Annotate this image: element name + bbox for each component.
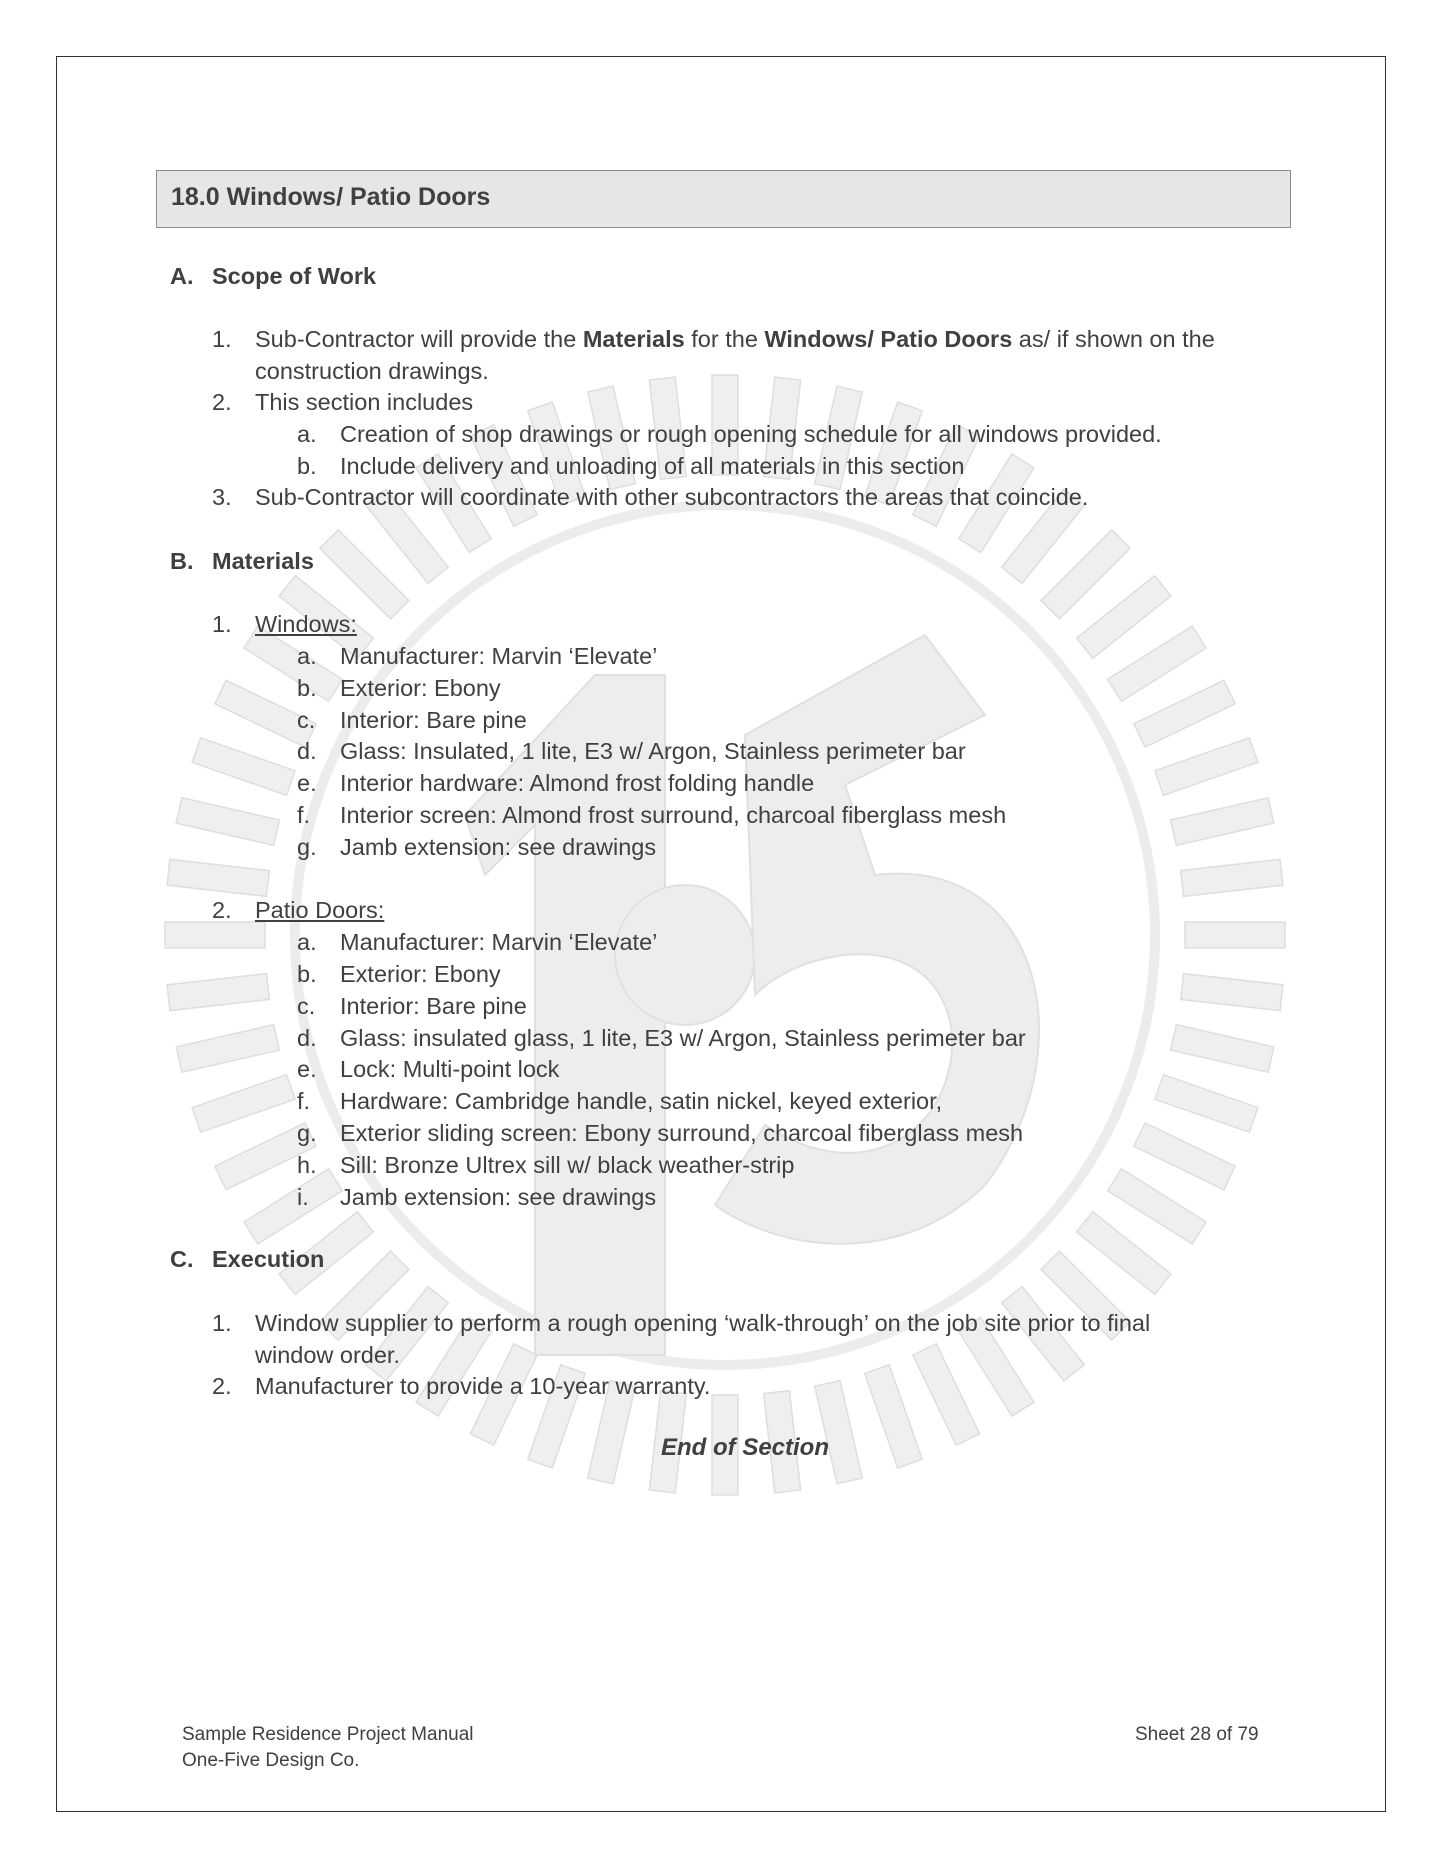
scope-sub-b-letter: b. xyxy=(297,453,317,479)
scope-item-1-number: 1. xyxy=(212,326,232,352)
execution-item-1: Window supplier to perform a rough opening ‘walk-through’ on the job site prior to final xyxy=(255,1310,1151,1336)
windows-item-f: Interior screen: Almond frost surround, charcoal fiberglass mesh xyxy=(340,802,1007,828)
windows-item-a-letter: a. xyxy=(297,643,317,669)
scope-item-1-part2: for the xyxy=(684,326,765,352)
execution-heading: Execution xyxy=(212,1246,325,1272)
patio-number: 2. xyxy=(212,897,232,923)
scope-letter: A. xyxy=(170,263,194,289)
patio-item-c: Interior: Bare pine xyxy=(340,993,527,1019)
patio-item-g: Exterior sliding screen: Ebony surround, charcoal fiberglass mesh xyxy=(340,1120,1024,1146)
execution-letter: C. xyxy=(170,1246,194,1272)
scope-item-1-materials: Materials xyxy=(582,326,685,352)
windows-item-b: Exterior: Ebony xyxy=(340,675,501,701)
section-title: 18.0 Windows/ Patio Doors xyxy=(171,183,491,211)
windows-item-g: Jamb extension: see drawings xyxy=(340,834,657,860)
footer-sheet-number: Sheet 28 of 79 xyxy=(1135,1724,1259,1745)
windows-item-c-letter: c. xyxy=(297,707,316,733)
scope-item-1-part1: Sub-Contractor will provide the xyxy=(255,326,583,352)
scope-heading: Scope of Work xyxy=(212,263,377,289)
execution-item-2: Manufacturer to provide a 10-year warranty. xyxy=(255,1373,711,1399)
footer-company: One-Five Design Co. xyxy=(182,1750,360,1771)
windows-item-c: Interior: Bare pine xyxy=(340,707,527,733)
patio-title: Patio Doors: xyxy=(255,897,385,923)
scope-item-1 xyxy=(255,323,1215,355)
scope-item-3: Sub-Contractor will coordinate with other subcontractors the areas that coincide. xyxy=(255,484,1089,510)
scope-sub-a: Creation of shop drawings or rough opening schedule for all windows provided. xyxy=(340,421,1162,447)
windows-item-e-letter: e. xyxy=(297,770,317,796)
materials-heading: Materials xyxy=(212,548,314,574)
patio-item-e: Lock: Multi-point lock xyxy=(340,1056,560,1082)
patio-item-e-letter: e. xyxy=(297,1056,317,1082)
patio-item-h-letter: h. xyxy=(297,1152,317,1178)
windows-item-g-letter: g. xyxy=(297,834,317,860)
materials-letter: B. xyxy=(170,548,194,574)
patio-item-b: Exterior: Ebony xyxy=(340,961,501,987)
windows-item-a: Manufacturer: Marvin ‘Elevate’ xyxy=(340,643,658,669)
patio-item-i: Jamb extension: see drawings xyxy=(340,1184,657,1210)
execution-item-1-line2: window order. xyxy=(255,1342,400,1368)
scope-item-2-number: 2. xyxy=(212,389,232,415)
execution-item-1-number: 1. xyxy=(212,1310,232,1336)
execution-item-2-number: 2. xyxy=(212,1373,232,1399)
patio-item-i-letter: i. xyxy=(297,1184,309,1210)
scope-item-2: This section includes xyxy=(255,389,474,415)
patio-item-a-letter: a. xyxy=(297,929,317,955)
scope-sub-b: Include delivery and unloading of all materials in this section xyxy=(340,453,965,479)
patio-item-h: Sill: Bronze Ultrex sill w/ black weather-strip xyxy=(340,1152,795,1178)
patio-item-d-letter: d. xyxy=(297,1025,317,1051)
windows-item-d-letter: d. xyxy=(297,738,317,764)
windows-item-e: Interior hardware: Almond frost folding handle xyxy=(340,770,815,796)
patio-item-f-letter: f. xyxy=(297,1088,311,1114)
scope-item-3-number: 3. xyxy=(212,484,232,510)
patio-item-g-letter: g. xyxy=(297,1120,317,1146)
scope-item-1-part3: as/ if shown on the xyxy=(1012,326,1215,352)
patio-item-d: Glass: insulated glass, 1 lite, E3 w/ Argon, Stainless perimeter bar xyxy=(340,1025,1026,1051)
patio-item-b-letter: b. xyxy=(297,961,317,987)
scope-sub-a-letter: a. xyxy=(297,421,317,447)
section-header xyxy=(156,170,1291,228)
patio-item-c-letter: c. xyxy=(297,993,316,1019)
windows-title: Windows: xyxy=(255,611,357,637)
windows-item-f-letter: f. xyxy=(297,802,311,828)
end-of-section: End of Section xyxy=(661,1434,829,1461)
windows-number: 1. xyxy=(212,611,232,637)
patio-item-a: Manufacturer: Marvin ‘Elevate’ xyxy=(340,929,658,955)
windows-item-b-letter: b. xyxy=(297,675,317,701)
patio-item-f: Hardware: Cambridge handle, satin nickel, keyed exterior, xyxy=(340,1088,943,1114)
scope-item-1-line2: construction drawings. xyxy=(255,358,489,384)
scope-item-1-windows: Windows/ Patio Doors xyxy=(764,326,1013,352)
footer-project-name: Sample Residence Project Manual xyxy=(182,1724,474,1745)
windows-item-d: Glass: Insulated, 1 lite, E3 w/ Argon, Stainless perimeter bar xyxy=(340,738,966,764)
